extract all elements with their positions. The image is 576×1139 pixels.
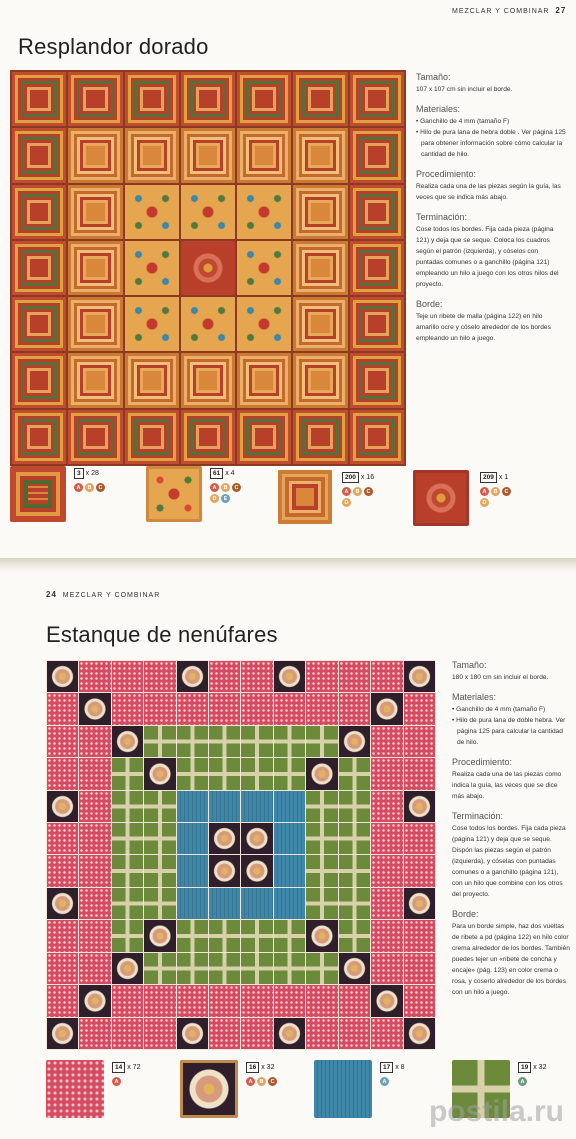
blanket-square	[144, 953, 175, 984]
blanket-square	[274, 823, 305, 854]
piece-number: 19	[518, 1062, 531, 1073]
blanket-square	[181, 185, 235, 239]
blanket-square	[177, 758, 208, 789]
blanket-square	[125, 128, 179, 182]
blanket-square	[339, 661, 370, 692]
piece-count: x 16	[360, 474, 375, 481]
blanket-square	[47, 1018, 78, 1049]
blanket-square	[371, 726, 402, 757]
blanket-square	[47, 985, 78, 1016]
blanket-square	[274, 791, 305, 822]
swatch-piece-14	[46, 1060, 104, 1118]
blanket-square	[112, 791, 143, 822]
blanket-square	[144, 661, 175, 692]
blanket-square	[12, 185, 66, 239]
blanket-square	[293, 410, 347, 464]
blanket-square	[209, 920, 240, 951]
piece-count: x 4	[225, 470, 235, 477]
materials-list	[416, 116, 566, 160]
blanket-square	[209, 823, 240, 854]
page-number: 24	[46, 590, 57, 599]
piece-info-19	[518, 1062, 554, 1086]
color-dot: A	[210, 483, 219, 492]
blanket-square	[241, 791, 272, 822]
blanket-square	[125, 353, 179, 407]
materials-heading: Materiales:	[452, 692, 497, 702]
blanket-square	[181, 297, 235, 351]
finishing-heading: Terminación:	[452, 811, 504, 821]
color-dot: A	[74, 483, 83, 492]
swatch-piece-16	[180, 1060, 238, 1118]
blanket-square	[209, 985, 240, 1016]
blanket-square	[144, 1018, 175, 1049]
blanket-square	[293, 185, 347, 239]
piece-info-17	[380, 1062, 416, 1086]
piece-info-200	[342, 472, 378, 507]
blanket-square	[68, 185, 122, 239]
page-title: Estanque de nenúfares	[46, 622, 278, 647]
procedure-text: Realiza cada una de las piezas según la guía, las veces que se indica más abajo.	[416, 183, 561, 201]
blanket-layout-grid	[46, 660, 436, 1050]
blanket-square	[12, 72, 66, 126]
finishing-heading: Terminación:	[416, 212, 468, 222]
size-text: 107 x 107 cm sin incluir el borde.	[416, 86, 513, 93]
blanket-square	[12, 297, 66, 351]
blanket-square	[293, 128, 347, 182]
blanket-square	[144, 726, 175, 757]
blanket-square	[79, 888, 110, 919]
piece-number: 17	[380, 1062, 393, 1073]
blanket-square	[237, 297, 291, 351]
blanket-square	[112, 1018, 143, 1049]
blanket-square	[274, 953, 305, 984]
color-dot: A	[342, 487, 351, 496]
blanket-square	[112, 661, 143, 692]
finishing-text: Cose todos los bordes. Fija cada pieza (página 121) y deja que se seque. Dispón las piezas según el patrón (izquierda), y cóselas con puntadas comunes o a ganchillo (página 121), con un hilo que combine con los otros del proyecto.	[452, 825, 566, 898]
swatch-piece-200	[278, 470, 332, 524]
piece-count: x 72	[127, 1064, 141, 1071]
blanket-square	[237, 128, 291, 182]
piece-number: 209	[480, 472, 497, 483]
blanket-square	[47, 855, 78, 886]
blanket-square	[306, 661, 337, 692]
blanket-square	[144, 693, 175, 724]
blanket-square	[112, 758, 143, 789]
blanket-square	[241, 985, 272, 1016]
color-dot: D	[210, 494, 219, 503]
border-text: Para un borde simple, haz dos vueltas de ribete a pd (página 122) en hilo color crema alrededor de los bordes. También puedes tejer un «ribete de concha y encaje» (pág. 123) en color crema o rosa, y coserlo alrededor de los bordes con un hilo a juego.	[452, 923, 570, 996]
blanket-square	[404, 661, 435, 692]
size-heading: Tamaño:	[416, 72, 451, 82]
blanket-square	[274, 855, 305, 886]
blanket-square	[112, 693, 143, 724]
blanket-square	[112, 985, 143, 1016]
blanket-square	[177, 661, 208, 692]
blanket-square	[79, 855, 110, 886]
blanket-square	[112, 726, 143, 757]
blanket-square	[177, 726, 208, 757]
blanket-square	[237, 241, 291, 295]
blanket-square	[47, 953, 78, 984]
blanket-square	[306, 823, 337, 854]
blanket-square	[125, 72, 179, 126]
swatch-piece-61	[146, 466, 202, 522]
piece-count: x 32	[261, 1064, 275, 1071]
blanket-square	[371, 791, 402, 822]
color-dot: B	[85, 483, 94, 492]
blanket-square	[371, 823, 402, 854]
material-item: • Hilo de pura lana de hebra doble . Ver página 125 para obtener información sobre cómo calcular la cantidad de hilo.	[416, 129, 566, 158]
blanket-square	[241, 1018, 272, 1049]
size-heading: Tamaño:	[452, 660, 487, 670]
blanket-square	[306, 888, 337, 919]
blanket-square	[237, 72, 291, 126]
materials-heading: Materiales:	[416, 104, 461, 114]
page-title: Resplandor dorado	[18, 34, 209, 59]
blanket-square	[241, 758, 272, 789]
blanket-square	[339, 758, 370, 789]
blanket-square	[12, 241, 66, 295]
piece-info-14	[112, 1062, 148, 1086]
blanket-square	[144, 823, 175, 854]
blanket-square	[181, 128, 235, 182]
blanket-square	[181, 241, 235, 295]
blanket-square	[339, 888, 370, 919]
blanket-square	[181, 72, 235, 126]
materials-list	[452, 704, 570, 748]
size-text: 180 x 180 cm sin incluir el borde.	[452, 674, 549, 681]
blanket-square	[125, 410, 179, 464]
blanket-square	[177, 953, 208, 984]
blanket-square	[350, 241, 404, 295]
blanket-square	[339, 1018, 370, 1049]
piece-count: x 1	[498, 474, 509, 481]
blanket-square	[68, 128, 122, 182]
blanket-square	[371, 888, 402, 919]
blanket-square	[112, 920, 143, 951]
piece-info-209	[480, 472, 516, 507]
blanket-square	[293, 241, 347, 295]
blanket-square	[68, 410, 122, 464]
blanket-square	[144, 888, 175, 919]
blanket-square	[12, 353, 66, 407]
blanket-square	[241, 920, 272, 951]
blanket-square	[47, 693, 78, 724]
blanket-layout-grid	[10, 70, 406, 466]
blanket-square	[177, 693, 208, 724]
blanket-square	[350, 128, 404, 182]
piece-number: 16	[246, 1062, 259, 1073]
blanket-square	[79, 661, 110, 692]
blanket-square	[350, 353, 404, 407]
blanket-square	[125, 297, 179, 351]
blanket-square	[209, 953, 240, 984]
blanket-square	[306, 855, 337, 886]
instructions	[452, 660, 570, 1007]
blanket-square	[112, 953, 143, 984]
blanket-square	[274, 758, 305, 789]
blanket-square	[112, 855, 143, 886]
color-dot: A	[380, 1077, 389, 1086]
blanket-square	[181, 353, 235, 407]
blanket-square	[79, 985, 110, 1016]
blanket-square	[47, 791, 78, 822]
blanket-square	[293, 353, 347, 407]
blanket-square	[209, 888, 240, 919]
blanket-square	[68, 241, 122, 295]
blanket-square	[47, 920, 78, 951]
blanket-square	[12, 410, 66, 464]
color-dot: E	[221, 494, 230, 503]
color-dot: C	[232, 483, 241, 492]
blanket-square	[339, 726, 370, 757]
blanket-square	[47, 726, 78, 757]
blanket-square	[237, 353, 291, 407]
blanket-square	[79, 693, 110, 724]
blanket-square	[350, 72, 404, 126]
color-dot: B	[257, 1077, 266, 1086]
procedure-heading: Procedimiento:	[452, 757, 513, 767]
blanket-square	[209, 758, 240, 789]
blanket-square	[209, 791, 240, 822]
blanket-square	[306, 920, 337, 951]
blanket-square	[209, 855, 240, 886]
finishing-text: Cose todos los bordes. Fija cada pieza (página 121) y deja que se seque. Coloca los cuadros según el patrón (izquierda), y cóselos con puntadas comunes o a ganchillo (página 121) empleando un hilo a juego con los otros hilos del proyecto.	[416, 226, 559, 288]
blanket-square	[339, 953, 370, 984]
blanket-square	[306, 791, 337, 822]
blanket-square	[79, 823, 110, 854]
piece-number: 14	[112, 1062, 125, 1073]
blanket-square	[404, 791, 435, 822]
blanket-square	[404, 855, 435, 886]
material-item: • Ganchillo de 4 mm (tamaño F)	[416, 118, 510, 125]
blanket-square	[12, 128, 66, 182]
blanket-square	[177, 855, 208, 886]
blanket-square	[112, 888, 143, 919]
blanket-square	[177, 791, 208, 822]
blanket-square	[274, 693, 305, 724]
blanket-square	[144, 758, 175, 789]
color-dot: A	[246, 1077, 255, 1086]
color-dot: D	[480, 498, 489, 507]
color-dot: D	[342, 498, 351, 507]
blanket-square	[79, 1018, 110, 1049]
color-dot: B	[491, 487, 500, 496]
blanket-square	[371, 920, 402, 951]
watermark: postila.ru	[428, 1095, 564, 1128]
piece-info-3	[74, 468, 110, 492]
blanket-square	[241, 726, 272, 757]
blanket-square	[293, 297, 347, 351]
blanket-square	[79, 953, 110, 984]
instructions	[416, 72, 566, 353]
blanket-square	[371, 693, 402, 724]
blanket-square	[125, 241, 179, 295]
blanket-square	[79, 791, 110, 822]
swatch-piece-3	[10, 466, 66, 522]
page-estanque-de-nenufares	[0, 572, 576, 1139]
blanket-square	[177, 985, 208, 1016]
blanket-square	[209, 693, 240, 724]
blanket-square	[306, 985, 337, 1016]
color-dot: B	[221, 483, 230, 492]
blanket-square	[241, 855, 272, 886]
blanket-square	[404, 823, 435, 854]
blanket-square	[404, 920, 435, 951]
blanket-square	[404, 953, 435, 984]
blanket-square	[79, 920, 110, 951]
color-dot: C	[502, 487, 511, 496]
blanket-square	[125, 185, 179, 239]
blanket-square	[47, 661, 78, 692]
running-head: 24 MEZCLAR Y COMBINAR	[46, 590, 161, 599]
piece-number: 61	[210, 468, 223, 479]
border-heading: Borde:	[416, 299, 443, 309]
blanket-square	[144, 791, 175, 822]
blanket-square	[68, 72, 122, 126]
blanket-square	[241, 661, 272, 692]
blanket-square	[177, 823, 208, 854]
piece-info-16	[246, 1062, 282, 1086]
color-dot: C	[268, 1077, 277, 1086]
running-head: MEZCLAR Y COMBINAR 27	[452, 6, 567, 15]
material-item: • Ganchillo de 4 mm (tamaño F)	[452, 706, 546, 713]
blanket-square	[241, 888, 272, 919]
blanket-square	[404, 1018, 435, 1049]
procedure-heading: Procedimiento:	[416, 169, 477, 179]
blanket-square	[339, 823, 370, 854]
blanket-square	[371, 661, 402, 692]
blanket-square	[339, 855, 370, 886]
swatch-piece-17	[314, 1060, 372, 1118]
blanket-square	[404, 726, 435, 757]
page-resplandor-dorado	[0, 0, 576, 558]
blanket-square	[274, 985, 305, 1016]
blanket-square	[79, 726, 110, 757]
blanket-square	[177, 888, 208, 919]
blanket-square	[371, 985, 402, 1016]
piece-info-61	[210, 468, 246, 503]
blanket-square	[181, 410, 235, 464]
blanket-square	[237, 410, 291, 464]
blanket-square	[306, 693, 337, 724]
blanket-square	[371, 855, 402, 886]
blanket-square	[274, 888, 305, 919]
blanket-square	[241, 823, 272, 854]
procedure-text: Realiza cada una de las piezas como indica la guía, las veces que se dice más abajo.	[452, 771, 562, 800]
blanket-square	[293, 72, 347, 126]
blanket-square	[350, 185, 404, 239]
piece-number: 3	[74, 468, 84, 479]
blanket-square	[237, 185, 291, 239]
piece-number: 200	[342, 472, 359, 483]
material-item: • Hilo de pura lana de doble hebra. Ver página 125 para calcular la cantidad de hilo.	[452, 717, 566, 746]
blanket-square	[404, 888, 435, 919]
blanket-square	[404, 693, 435, 724]
color-dot: A	[480, 487, 489, 496]
blanket-square	[68, 353, 122, 407]
blanket-square	[68, 297, 122, 351]
piece-count: x 32	[533, 1064, 547, 1071]
color-dot: A	[112, 1077, 121, 1086]
blanket-square	[306, 758, 337, 789]
blanket-square	[177, 1018, 208, 1049]
blanket-square	[339, 920, 370, 951]
color-dot: C	[96, 483, 105, 492]
blanket-square	[209, 726, 240, 757]
blanket-square	[144, 855, 175, 886]
blanket-square	[241, 953, 272, 984]
blanket-square	[177, 920, 208, 951]
piece-count: x 28	[85, 470, 99, 477]
blanket-square	[306, 1018, 337, 1049]
blanket-square	[274, 1018, 305, 1049]
blanket-square	[404, 985, 435, 1016]
border-heading: Borde:	[452, 909, 479, 919]
blanket-square	[339, 693, 370, 724]
blanket-square	[144, 985, 175, 1016]
blanket-square	[241, 693, 272, 724]
blanket-square	[350, 297, 404, 351]
blanket-square	[306, 953, 337, 984]
color-dot: B	[353, 487, 362, 496]
blanket-square	[47, 823, 78, 854]
piece-count: x 8	[395, 1064, 405, 1071]
blanket-square	[274, 920, 305, 951]
blanket-square	[371, 758, 402, 789]
blanket-square	[112, 823, 143, 854]
blanket-square	[404, 758, 435, 789]
blanket-square	[371, 953, 402, 984]
blanket-square	[371, 1018, 402, 1049]
blanket-square	[47, 888, 78, 919]
blanket-square	[79, 758, 110, 789]
page-gutter	[0, 558, 576, 572]
color-dot: A	[518, 1077, 527, 1086]
swatch-piece-209	[413, 470, 469, 526]
blanket-square	[339, 985, 370, 1016]
blanket-square	[274, 661, 305, 692]
color-dot: C	[364, 487, 373, 496]
blanket-square	[47, 758, 78, 789]
blanket-square	[209, 661, 240, 692]
blanket-square	[339, 791, 370, 822]
blanket-square	[306, 726, 337, 757]
blanket-square	[274, 726, 305, 757]
blanket-square	[209, 1018, 240, 1049]
border-text: Teje un ribete de malla (página 122) en hilo amarillo ocre y cóselo alrededor de los bordes empleando un hilo a juego.	[416, 313, 551, 342]
blanket-square	[350, 410, 404, 464]
blanket-square	[144, 920, 175, 951]
page-number: 27	[555, 6, 567, 15]
